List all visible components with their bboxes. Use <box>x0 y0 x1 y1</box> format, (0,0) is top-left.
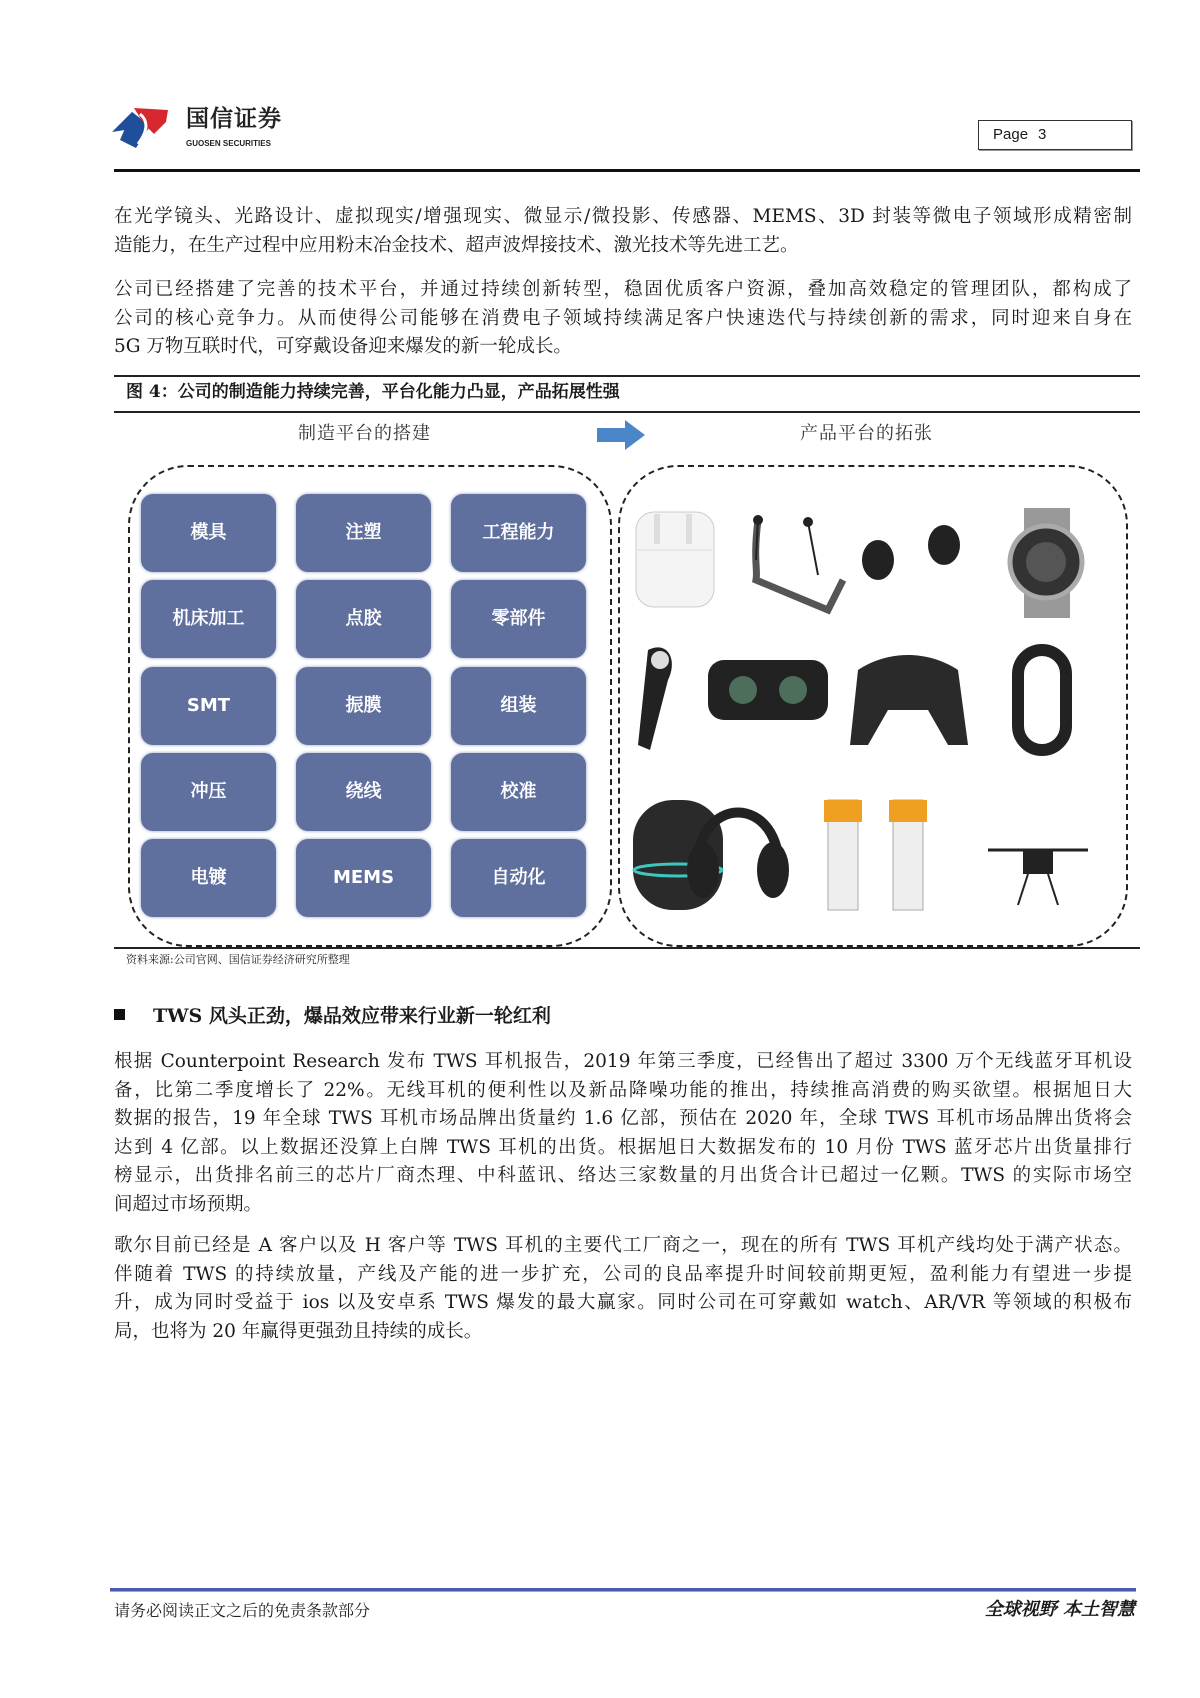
capability-tile: 校准 <box>451 753 586 831</box>
logo-text-en: GUOSEN SECURITIES <box>186 139 271 148</box>
section-heading <box>114 1003 551 1029</box>
capability-tile: 注塑 <box>296 494 431 572</box>
robot-icon <box>824 800 927 910</box>
text-line: 根据 Counterpoint Research 发布 TWS 耳机报告，2019 年第三季度，已经售出了超过 3300 万个无线蓝牙耳机设 <box>114 1051 1132 1072</box>
capability-tile: 电镀 <box>141 839 276 917</box>
figure-title-rule <box>114 411 1140 413</box>
text-line: 伴随着 TWS 的持续放量，产线及产能的进一步扩充，公司的良品率提升时间较前期更短，盈利能力有望进一步提 <box>114 1263 1132 1285</box>
capability-tile: 机床加工 <box>141 580 276 658</box>
footer-disclaimer: 请务必阅读正文之后的免责条款部分 <box>114 1601 371 1620</box>
paragraph-3 <box>114 1048 1132 1220</box>
capability-tile: 零部件 <box>451 580 586 658</box>
smartwatch-icon <box>1010 508 1082 618</box>
capability-tile: 自动化 <box>451 839 586 917</box>
paragraph-4 <box>114 1232 1132 1346</box>
capability-tile: 工程能力 <box>451 494 586 572</box>
right-panel-title: 产品平台的拓张 <box>800 423 933 444</box>
text-line: 榜显示，出货排名前三的芯片厂商杰理、中科蓝讯、络达三家数量的月出货合计已超过一亿颗。TWS 的实际市场空 <box>114 1165 1132 1187</box>
airpods-icon <box>636 512 714 607</box>
bullet-square-icon <box>114 1009 125 1020</box>
neckband-earphones-icon <box>753 515 843 610</box>
text-line: 备，比第二季度增长了 22%。无线耳机的便利性以及新品降噪功能的推出，持续推高消费的购买欲望。根据旭日大 <box>114 1079 1132 1101</box>
vr-headset-icon <box>708 660 828 720</box>
figure-source: 资料来源:公司官网、国信证券经济研究所整理 <box>126 953 350 966</box>
page-number: 3 <box>1038 126 1047 143</box>
text-line: 在光学镜头、光路设计、虚拟现实/增强现实、微显示/微投影、传感器、MEMS、3D 封装等微电子领域形成精密制 <box>114 206 1132 227</box>
footer-divider <box>110 1588 1136 1592</box>
text-line: 造能力，在生产过程中应用粉末冶金技术、超声波焊接技术、激光技术等先进工艺。 <box>114 234 799 256</box>
text-line: 局，也将为 20 年赢得更强劲且持续的成长。 <box>114 1320 483 1342</box>
text-line: 歌尔目前已经是 A 客户以及 H 客户等 TWS 耳机的主要代工厂商之一，现在的所有 TWS 耳机产线均处于满产状态。 <box>114 1235 1132 1256</box>
text-line: 公司的核心竞争力。从而使得公司能够在消费电子领域持续满足客户快速迭代与持续创新的需求，同时迎来自身在 <box>114 307 1132 329</box>
page-indicator <box>978 120 1132 150</box>
vr-controller-icon <box>638 647 672 750</box>
footer-slogan: 全球视野 本土智慧 <box>984 1599 1135 1620</box>
capability-tile: SMT <box>141 667 276 745</box>
page-label: Page <box>993 126 1029 143</box>
product-images <box>628 500 1120 920</box>
wireless-earbuds-icon <box>862 525 960 580</box>
capability-tile: MEMS <box>296 839 431 917</box>
fitness-band-icon <box>1018 650 1066 750</box>
capability-tile: 振膜 <box>296 667 431 745</box>
section-heading-text: TWS 风头正劲，爆品效应带来行业新一轮红利 <box>153 1005 551 1027</box>
text-line: 5G 万物互联时代，可穿戴设备迎来爆发的新一轮成长。 <box>114 336 572 358</box>
capability-tile: 绕线 <box>296 753 431 831</box>
capability-tile: 模具 <box>141 494 276 572</box>
text-line: 达到 4 亿部。以上数据还没算上白牌 TWS 耳机的出货。根据旭日大数据发布的 10 月份 TWS 蓝牙芯片出货量排行 <box>114 1136 1132 1158</box>
left-panel-title: 制造平台的搭建 <box>298 423 431 444</box>
drone-icon <box>988 850 1088 905</box>
text-line: 间超过市场预期。 <box>114 1193 263 1215</box>
figure-bottom-rule <box>114 947 1140 949</box>
header-divider <box>114 169 1140 172</box>
paragraph-1 <box>114 203 1132 260</box>
text-line: 公司已经搭建了完善的技术平台，并通过持续创新转型，稳固优质客户资源，叠加高效稳定的管理团队，都构成了 <box>114 279 1132 300</box>
logo-text-cn: 国信证券 <box>186 106 282 132</box>
figure-title: 图 4：公司的制造能力持续完善，平台化能力凸显，产品拓展性强 <box>126 382 620 402</box>
capability-tile: 组装 <box>451 667 586 745</box>
arrow-right-icon <box>597 420 645 450</box>
text-line: 数据的报告，19 年全球 TWS 耳机市场品牌出货量约 1.6 亿部，预估在 2020 年，全球 TWS 耳机市场品牌出货将会 <box>114 1108 1132 1130</box>
figure-top-rule <box>114 375 1140 377</box>
paragraph-2 <box>114 276 1132 362</box>
gamepad-icon <box>850 655 968 745</box>
capability-tile: 冲压 <box>141 753 276 831</box>
capability-tile: 点胶 <box>296 580 431 658</box>
text-line: 升，成为同时受益于 ios 以及安卓系 TWS 爆发的最大赢家。同时公司在可穿戴如 watch、AR/VR 等领域的积极布 <box>114 1292 1132 1314</box>
